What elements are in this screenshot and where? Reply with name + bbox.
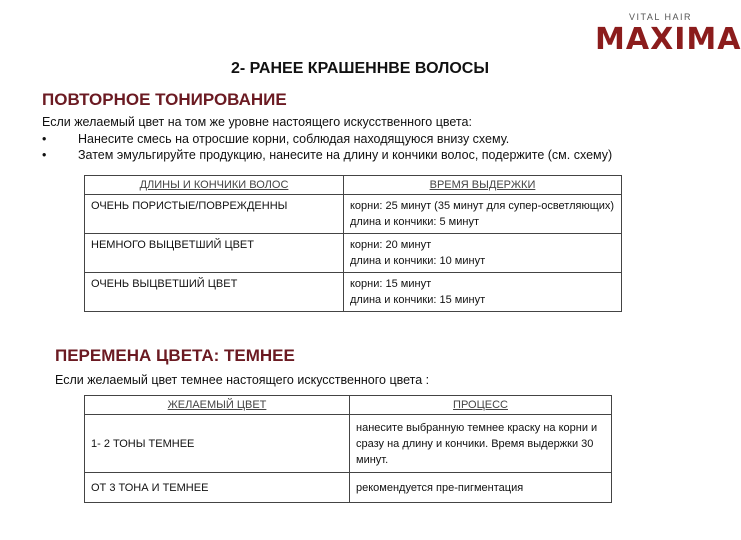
table-cell: ОТ 3 ТОНА И ТЕМНЕЕ (85, 473, 350, 503)
instruction-list (42, 131, 682, 163)
bullet-icon: • (42, 132, 47, 146)
table-cell: ОЧЕНЬ ВЫЦВЕТШИЙ ЦВЕТ (85, 273, 344, 312)
list-item (42, 131, 682, 147)
table-row (85, 273, 622, 312)
section-title-darker: ПЕРЕМЕНА ЦВЕТА: ТЕМНЕЕ (55, 346, 295, 365)
section1-intro: Если желаемый цвет на том же уровне настоящего искусственного цвета: (42, 115, 472, 129)
roots-time: корни: 15 минут (350, 278, 432, 290)
table-cell: 1- 2 ТОНЫ ТЕМНЕЕ (85, 415, 350, 473)
table-row (85, 234, 622, 273)
roots-time: корни: 25 минут (35 минут для супер-осветляющих) (350, 200, 615, 212)
table-cell: НЕМНОГО ВЫЦВЕТШИЙ ЦВЕТ (85, 234, 344, 273)
column-header: ВРЕМЯ ВЫДЕРЖКИ (344, 176, 622, 195)
table-header-row (85, 176, 622, 195)
table-cell: ОЧЕНЬ ПОРИСТЫЕ/ПОВРЕЖДЕННЫ (85, 195, 344, 234)
list-item-text: Затем эмульгируйте продукцию, нанесите на длину и кончики волос, подержите (см. схему) (78, 148, 613, 162)
table-row (85, 473, 612, 503)
slide-title: 2- РАНЕЕ КРАШЕННВЕ ВОЛОСЫ (230, 60, 490, 77)
roots-time: корни: 20 минут (350, 239, 432, 251)
table-cell (344, 273, 622, 312)
bullet-icon: • (42, 148, 47, 162)
table-cell (344, 234, 622, 273)
list-item-text: Нанесите смесь на отросшие корни, соблюдая находящуюся внизу схему. (78, 132, 510, 146)
column-header: ЖЕЛАЕМЫЙ ЦВЕТ (85, 396, 350, 415)
logo-wordmark: MAXIMA (595, 22, 741, 57)
length-time: длина и кончики: 10 минут (350, 255, 486, 267)
table-header-row (85, 396, 612, 415)
timing-table (84, 175, 622, 312)
column-header: ПРОЦЕСС (350, 396, 612, 415)
table-cell: рекомендуется пре-пигментация (350, 473, 612, 503)
table-cell: нанесите выбранную темнее краску на корни и сразу на длину и кончики. Время выдержки 30 минут. (350, 415, 612, 473)
table-row (85, 415, 612, 473)
list-item (42, 147, 682, 163)
column-header: ДЛИНЫ И КОНЧИКИ ВОЛОС (85, 176, 344, 195)
section2-intro: Если желаемый цвет темнее настоящего искусственного цвета : (55, 373, 430, 387)
logo-tagline: VITAL HAIR (628, 12, 692, 22)
table-row (85, 195, 622, 234)
section-title-retoning: ПОВТОРНОЕ ТОНИРОВАНИЕ (42, 90, 287, 109)
length-time: длина и кончики: 5 минут (350, 216, 479, 228)
process-table (84, 395, 612, 503)
length-time: длина и кончики: 15 минут (350, 294, 486, 306)
table-cell (344, 195, 622, 234)
brand-logo (595, 12, 741, 57)
